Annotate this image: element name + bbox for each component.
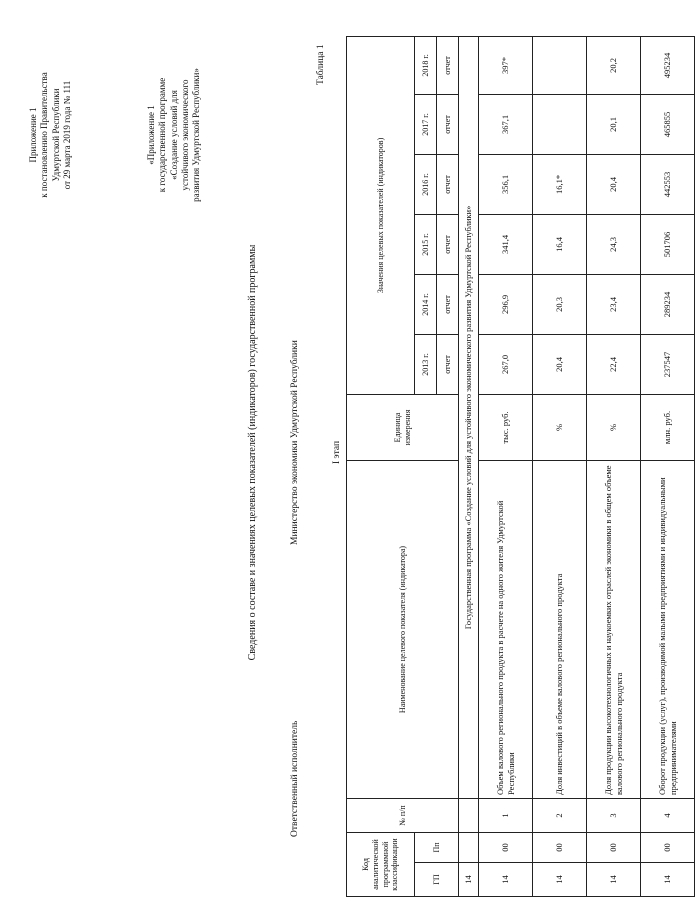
value-cell: 16,1* (533, 154, 587, 214)
value-cell: 24,3 (587, 214, 641, 274)
year-header: 2014 г. (415, 274, 437, 334)
executor-label: Ответственный исполнитель (290, 720, 300, 837)
value-cell: 237547 (641, 334, 695, 394)
unit-cell: % (533, 394, 587, 460)
section-row (459, 36, 479, 896)
code-group-header: Код аналитической программной классификации (347, 832, 415, 896)
document-title: Сведения о составе и значениях целевых показателей (индикаторов) государственной программы (247, 244, 258, 661)
value-cell: 397* (479, 36, 533, 94)
section-empty-cell (459, 798, 479, 832)
gp-cell: 14 (533, 863, 587, 897)
status-header: отчет (437, 334, 459, 394)
name-cell: Доля продукции высокотехнологичных и наукоемких отраслей экономики в общем объеме валового регионального продукта (587, 460, 641, 798)
executor-value: Министерство экономики Удмуртской Республики (290, 340, 300, 545)
table-row (533, 36, 587, 896)
program-header-line: «Приложение 1 (146, 105, 156, 165)
year-header: 2016 г. (415, 154, 437, 214)
section-gp-cell: 14 (459, 863, 479, 897)
values-group-header: Значения целевых показателей (индикаторов) (347, 36, 415, 394)
year-header: 2017 г. (415, 94, 437, 154)
indicators-table (346, 36, 695, 897)
status-header: отчет (437, 94, 459, 154)
name-header: Наименование целевого показателя (индикатора) (347, 460, 459, 798)
table-header-row (347, 36, 415, 896)
pp-cell: 00 (587, 832, 641, 862)
value-cell: 495234 (641, 36, 695, 94)
gp-header: ГП (415, 863, 459, 897)
pp-cell: 00 (533, 832, 587, 862)
section-empty-cell (459, 832, 479, 862)
pp-cell: 00 (641, 832, 695, 862)
program-header-line: к государственной программе (157, 77, 168, 193)
program-header-line: устойчивого экономического (179, 79, 190, 191)
unit-header: Единица измерения (347, 394, 459, 460)
year-header: 2013 г. (415, 334, 437, 394)
value-cell: 22,4 (587, 334, 641, 394)
annex-header-line: Приложение 1 (28, 107, 38, 163)
value-cell: 367,1 (479, 94, 533, 154)
year-header: 2015 г. (415, 214, 437, 274)
program-header (146, 25, 202, 245)
value-cell: 267,0 (479, 334, 533, 394)
value-cell: 501706 (641, 214, 695, 274)
table-number: Таблица 1 (316, 44, 326, 85)
table-row (479, 36, 533, 896)
program-header-line: «Создание условий для (168, 90, 179, 180)
value-cell (533, 94, 587, 154)
gp-cell: 14 (479, 863, 533, 897)
program-header-line: развития Удмуртской Республики» (191, 68, 201, 202)
value-cell (533, 36, 587, 94)
value-cell: 442553 (641, 154, 695, 214)
value-cell: 20,4 (587, 154, 641, 214)
value-cell: 20,1 (587, 94, 641, 154)
pp-cell: 00 (479, 832, 533, 862)
value-cell: 289234 (641, 274, 695, 334)
value-cell: 16,4 (533, 214, 587, 274)
num-cell: 2 (533, 798, 587, 832)
year-header: 2018 г. (415, 36, 437, 94)
name-cell: Оборот продукции (услуг), производимой малыми предприятиями и индивидуальными предпринимателями (641, 460, 695, 798)
value-cell: 20,2 (587, 36, 641, 94)
num-cell: 1 (479, 798, 533, 832)
value-cell: 356,1 (479, 154, 533, 214)
annex-header-line: к постановлению Правительства (39, 72, 50, 198)
annex-header (28, 25, 73, 245)
gp-cell: 14 (641, 863, 695, 897)
name-cell: Объем валового регионального продукта в расчете на одного жителя Удмуртской Республики (479, 460, 533, 798)
annex-header-line: Удмуртской Республики (50, 88, 61, 182)
section-title-cell: Государственная программа «Создание условий для устойчивого экономического развития Удмуртской Республики» (459, 36, 479, 798)
status-header: отчет (437, 214, 459, 274)
status-header: отчет (437, 36, 459, 94)
value-cell: 341,4 (479, 214, 533, 274)
status-header: отчет (437, 274, 459, 334)
stage-label: I этап (332, 440, 342, 465)
table-row (587, 36, 641, 896)
num-cell: 4 (641, 798, 695, 832)
unit-cell: % (587, 394, 641, 460)
value-cell: 465855 (641, 94, 695, 154)
num-header: № п/п (347, 798, 459, 832)
value-cell: 20,4 (533, 334, 587, 394)
value-cell: 23,4 (587, 274, 641, 334)
value-cell: 296,9 (479, 274, 533, 334)
pp-header: Пп (415, 832, 459, 862)
unit-cell: тыс. руб. (479, 394, 533, 460)
status-header: отчет (437, 154, 459, 214)
value-cell: 20,3 (533, 274, 587, 334)
gp-cell: 14 (587, 863, 641, 897)
table-row (641, 36, 695, 896)
name-cell: Доля инвестиций в объеме валового регионального продукта (533, 460, 587, 798)
unit-cell: млн. руб. (641, 394, 695, 460)
num-cell: 3 (587, 798, 641, 832)
annex-header-line: от 29 марта 2019 года № 111 (61, 80, 72, 190)
